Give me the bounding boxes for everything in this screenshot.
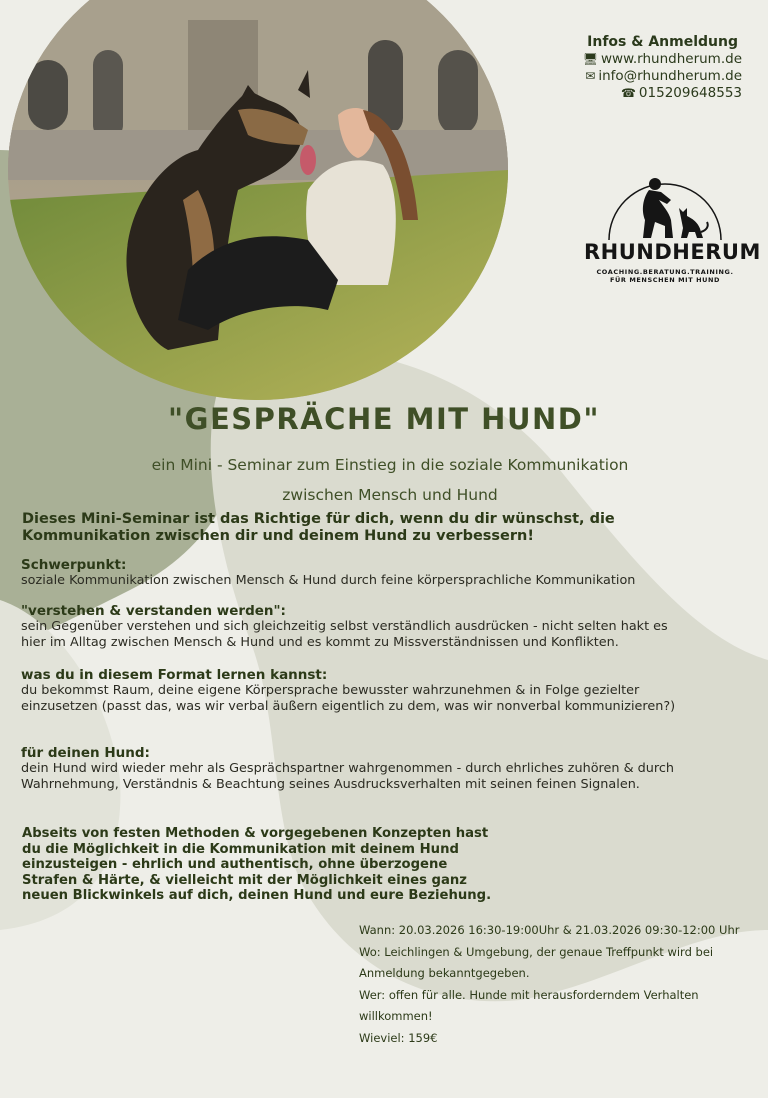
email-row[interactable]: [579, 68, 742, 85]
contact-block: [579, 34, 742, 102]
subtitle: [60, 450, 720, 510]
section-text: sein Gegenüber verstehen und sich gleichzeitig selbst verständlich ausdrücken - nicht selten hakt es hier im Alltag zwischen Mensch & Hund und es kommt zu Missverständnissen und Konflikten.: [21, 619, 668, 650]
detail-wann: Wann: 20.03.2026 16:30-19:00Uhr & 21.03.2026 09:30-12:00 Uhr: [359, 923, 740, 937]
section-verstehen: [21, 603, 681, 651]
section-lernen: [21, 667, 681, 715]
section-text: soziale Kommunikation zwischen Mensch & Hund durch feine körpersprachliche Kommunikation: [21, 573, 636, 588]
subtitle-line-2: zwischen Mensch und Hund: [282, 486, 498, 504]
section-text: dein Hund wird wieder mehr als Gesprächspartner wahrgenommen - durch ehrliches zuhören & durch Wahrnehmung, Verständnis & Beachtung seines Ausdrucksverhalten mit seinen feinen Signalen.: [21, 761, 674, 792]
page-title: "GESPRÄCHE MIT HUND": [168, 402, 600, 436]
subtitle-line-1: ein Mini - Seminar zum Einstieg in die soziale Kommunikation: [151, 456, 629, 474]
phone-row[interactable]: [579, 85, 742, 102]
phone-link[interactable]: 015209648553: [638, 85, 742, 101]
logo-brand: RHUNDHERUM: [584, 240, 761, 264]
section-heading: was du in diesem Format lernen kannst:: [21, 667, 328, 683]
section-heading: für deinen Hund:: [21, 745, 150, 761]
logo-emblem-icon: [603, 160, 727, 244]
website-link[interactable]: www.rhundherum.de: [600, 51, 742, 67]
email-link[interactable]: info@rhundherum.de: [598, 68, 742, 84]
detail-wo: Wo: Leichlingen & Umgebung, der genaue Treffpunkt wird bei Anmeldung bekanntgegeben.: [359, 944, 714, 980]
logo-tagline-1: COACHING.BERATUNG.TRAINING.: [596, 268, 734, 276]
detail-wieviel: Wieviel: 159€: [359, 1030, 438, 1045]
section-heading: Schwerpunkt:: [21, 557, 127, 573]
contact-title: Infos & Anmeldung: [587, 34, 738, 50]
section-schwerpunkt: [21, 557, 681, 589]
intro-text: Dieses Mini-Seminar ist das Richtige für dich, wenn du dir wünschst, die Kommunikation zwischen dir und deinem Hund zu verbessern!: [22, 511, 615, 544]
detail-wer: Wer: offen für alle. Hunde mit herausforderndem Verhalten willkommen!: [359, 987, 699, 1023]
event-details: [359, 920, 759, 1049]
abseits-text: Abseits von festen Methoden & vorgegebenen Konzepten hast du die Möglichkeit in die Kommunikation mit deinem Hund einzusteigen - ehrlich und authentisch, ohne überzogene Strafen & Härte, & vielleicht mit der Möglichkeit eines ganz neuen Blickwinkels auf dich, deinen Hund und eure Beziehung.: [22, 826, 492, 903]
logo: [584, 160, 761, 295]
website-row[interactable]: [579, 51, 742, 68]
section-text: du bekommst Raum, deine eigene Körpersprache bewusster wahrzunehmen & in Folge gezielter einzusetzen (passt das, was wir verbal äußern eigentlich zu dem, was wir nonverbal kommunizieren?): [21, 683, 676, 714]
phone-icon: ☎: [620, 86, 636, 100]
section-heading: "verstehen & verstanden werden":: [21, 603, 286, 619]
computer-icon: 🖥: [582, 52, 598, 66]
envelope-icon: ✉: [585, 69, 596, 83]
section-hund: [21, 745, 681, 793]
logo-tagline-2: FÜR MENSCHEN MIT HUND: [609, 276, 721, 284]
